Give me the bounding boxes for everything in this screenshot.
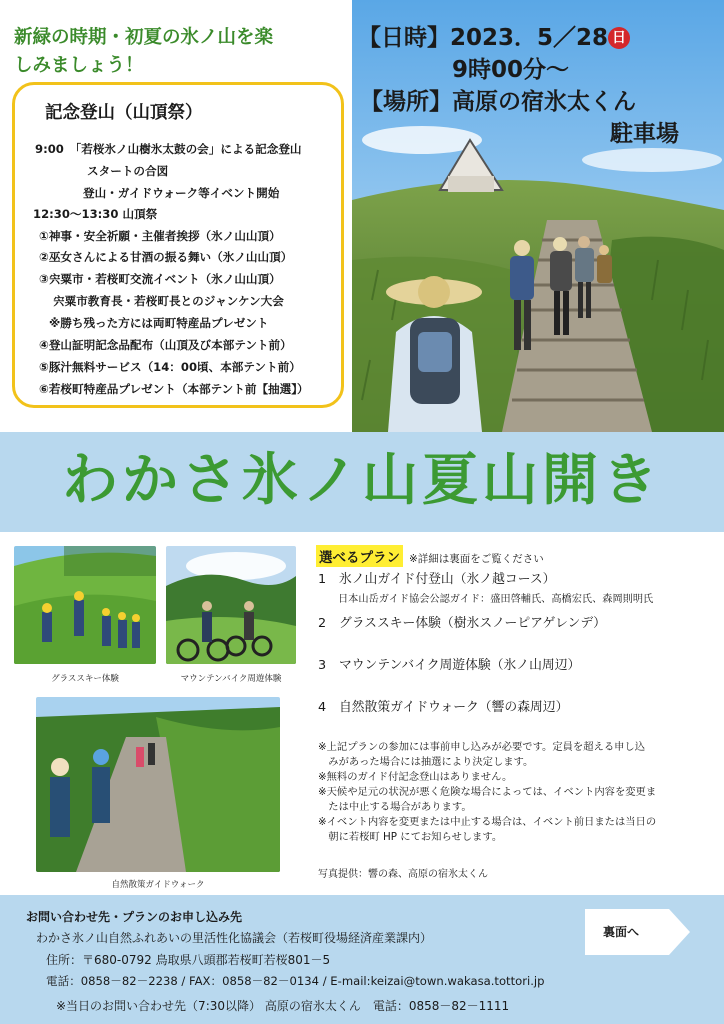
- note-line: ※無料のガイド付記念登山はありません。: [318, 771, 513, 783]
- contact-footer: [0, 895, 724, 1024]
- intro-line: 新緑の時期・初夏の氷ノ山を楽: [14, 27, 274, 48]
- schedule-line: ④登山証明記念品配布（山頂及び本部テント前）: [39, 338, 292, 352]
- place-line-2: 駐車場: [610, 121, 679, 147]
- schedule-line: ②巫女さんによる甘酒の振る舞い（氷ノ山山頂）: [39, 250, 293, 264]
- plans-note: ※詳細は裏面をご覧ください: [409, 553, 544, 565]
- plan-item: 1 氷ノ山ガイド付登山（氷ノ越コース）: [318, 572, 556, 587]
- schedule-line: ⑤豚汁無料サービス（14：00頃、本部テント前）: [39, 360, 301, 374]
- photo-caption: グラススキー体験: [51, 674, 119, 684]
- date-label: 【日時】2023．5／28: [358, 25, 609, 51]
- plan-item: 3 マウンテンバイク周遊体験（氷ノ山周辺）: [318, 658, 581, 673]
- back-page-label: 裏面へ: [603, 925, 640, 939]
- contact-address: 住所：〒680-0792 鳥取県八頭郡若桜町若桜801－5: [46, 953, 331, 967]
- intro-text: [14, 24, 344, 80]
- plan-item: 2 グラススキー体験（樹氷スノーピアゲレンデ）: [318, 616, 606, 631]
- contact-org: わかさ氷ノ山自然ふれあいの里活性化協議会（若桜町役場経済産業課内）: [36, 931, 433, 945]
- mountain-bike-photo: [166, 546, 296, 664]
- notes-block: [318, 740, 718, 845]
- contact-same-day: ※当日のお問い合わせ先（7:30以降） 高原の宿氷太くん 電話：0858－82－1111: [56, 999, 510, 1013]
- contact-phone-fax-email: 電話：0858－82－2238 / FAX：0858－82－0134 / E-mail:keizai@town.wakasa.tottori.jp: [46, 974, 545, 988]
- photo-caption: 自然散策ガイドウォーク: [111, 880, 205, 890]
- photo-credit: 写真提供：響の森、高原の宿氷太くん: [318, 869, 488, 880]
- schedule-line: 登山・ガイドウォーク等イベント開始: [83, 186, 280, 200]
- top-section: [0, 0, 724, 432]
- plans-header: [316, 545, 544, 567]
- photo-caption: マウンテンバイク周遊体験: [180, 674, 282, 684]
- intro-line: しみましょう！: [14, 55, 144, 76]
- schedule-line: ⑥若桜町特産品プレゼント（本部テント前【抽選】）: [39, 382, 309, 396]
- schedule-line: 宍粟市教育長・若桜町長とのジャンケン大会: [53, 294, 284, 308]
- schedule-line: 9:00 「若桜氷ノ山樹氷太鼓の会」による記念登山: [35, 142, 302, 156]
- note-line: ※イベント内容を変更または中止する場合は、イベント前日または当日の: [318, 816, 657, 828]
- event-title: 記念登山（山頂祭）: [45, 103, 203, 123]
- note-line: ※上記プランの参加には事前申し込みが必要です。定員を超える申し込: [318, 741, 646, 753]
- note-line: 朝に若桜町 HP にてお知らせします。: [318, 831, 503, 843]
- contact-heading: お問い合わせ先・プランのお申し込み先: [26, 910, 243, 924]
- grass-ski-photo: [14, 546, 156, 664]
- schedule-line: スタートの合図: [87, 164, 169, 178]
- place-line: 【場所】高原の宿氷太くん: [360, 89, 636, 115]
- event-schedule-box: [12, 82, 344, 408]
- title-banner: [0, 432, 724, 532]
- plan-guide-names: 日本山岳ガイド協会公認ガイド：盛田啓輔氏、高橋宏氏、森岡則明氏: [338, 594, 654, 605]
- event-datetime-place: [358, 22, 718, 150]
- note-line: たは中止する場合があります。: [318, 801, 472, 813]
- event-main-title: わかさ氷ノ山夏山開き: [62, 448, 662, 513]
- schedule-line: 12:30～13:30 山頂祭: [33, 207, 158, 221]
- schedule-line: ①神事・安全祈願・主催者挨拶（氷ノ山山頂）: [39, 229, 281, 243]
- note-line: ※天候や足元の状況が悪く危険な場合によっては、イベント内容を変更ま: [318, 786, 657, 798]
- schedule-line: ③宍粟市・若桜町交流イベント（氷ノ山山頂）: [39, 272, 281, 286]
- note-line: みがあった場合には抽選により決定します。: [318, 756, 534, 768]
- back-page-button[interactable]: [585, 909, 690, 955]
- plans-title: 選べるプラン: [316, 545, 403, 567]
- day-badge: 日: [608, 27, 630, 49]
- time-line: 9時00分～: [452, 57, 570, 83]
- plan-item: 4 自然散策ガイドウォーク（響の森周辺）: [318, 700, 569, 715]
- date-line: [358, 22, 718, 54]
- nature-walk-photo: [36, 697, 280, 872]
- schedule-line: ※勝ち残った方には両町特産品プレゼント: [49, 316, 269, 330]
